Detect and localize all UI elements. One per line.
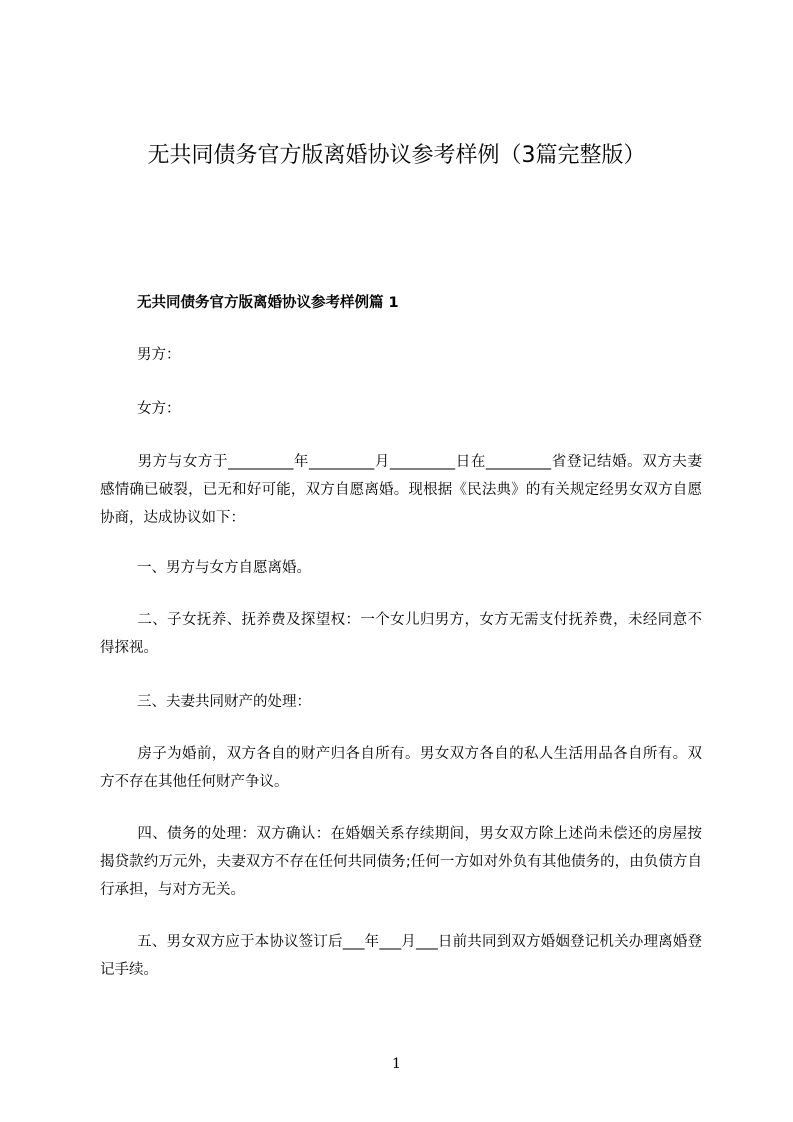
paragraph-clause-5: 五、男女双方应于本协议签订后___年___月___日前共同到双方婚姻登记机关办理离婚登记手续。 (100, 934, 702, 978)
paragraph-clause-4: 四、债务的处理：双方确认：在婚姻关系存续期间，男女双方除上述尚未偿还的房屋按揭贷款约万元外，夫妻双方不存在任何共同债务;任何一方如对外负有其他债务的，由负债方自行承担，与对方无关。 (100, 826, 702, 898)
paragraph-marriage-statement: 男方与女方于_________年_________月_________日在_________省登记结婚。双方夫妻感情确已破裂，已无和好可能，双方自愿离婚。现根据《民法典》的有关规定经男女双方自愿协商，达成协议如下： (100, 454, 702, 526)
page-number: 1 (392, 1056, 401, 1072)
document-title: 无共同债务官方版离婚协议参考样例（3篇完整版） (147, 143, 646, 168)
paragraph-clause-2: 二、子女抚养、抚养费及探望权：一个女儿归男方，女方无需支付抚养费，未经同意不得探视。 (100, 612, 702, 656)
paragraph-clause-1: 一、男方与女方自愿离婚。 (137, 560, 311, 576)
paragraph-clause-3: 三、夫妻共同财产的处理： (137, 694, 311, 710)
female-party-label: 女方： (137, 401, 181, 417)
male-party-label: 男方： (137, 347, 181, 363)
paragraph-property-detail: 房子为婚前，双方各自的财产归各自所有。男女双方各自的私人生活用品各自所有。双方不存在其他任何财产争议。 (100, 746, 702, 790)
section-title: 无共同债务官方版离婚协议参考样例篇 1 (137, 295, 399, 311)
